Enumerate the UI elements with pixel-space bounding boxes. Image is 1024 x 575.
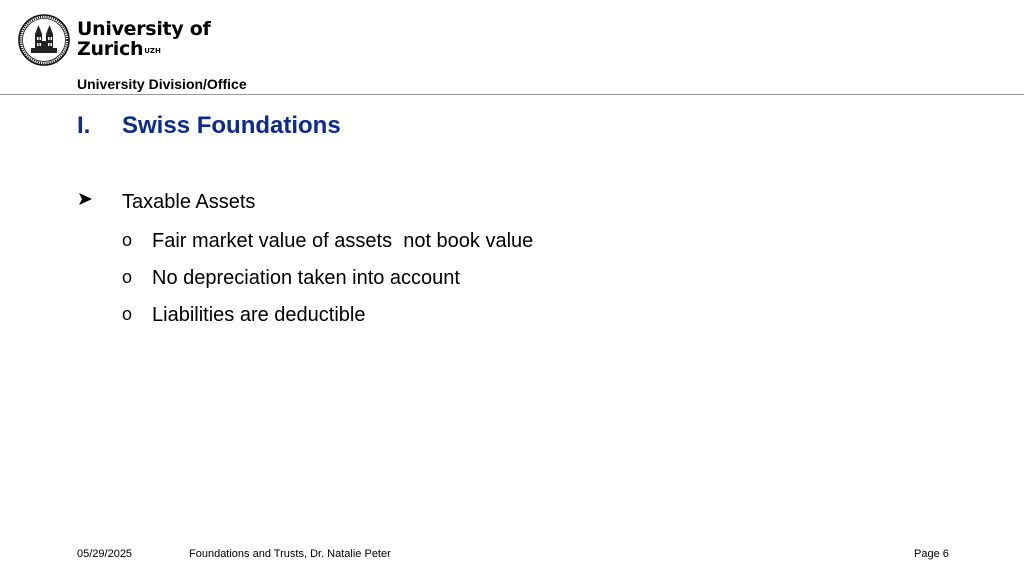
bullet-text: Taxable Assets [122,191,256,213]
footer-page-number: Page 6 [914,548,949,560]
title-number: I. [77,112,91,139]
wordmark-line1: University of [77,18,211,40]
division-label: University Division/Office [77,76,247,92]
sub-bullet-marker: o [122,267,133,287]
wordmark-superscript: UZH [144,47,161,55]
sub-bullet-text: No depreciation taken into account [152,267,460,289]
wordmark-line2 [77,39,210,59]
sub-bullet-text: Liabilities are deductible [152,304,366,326]
slide-title [77,112,341,140]
footer-presentation-title: Foundations and Trusts, Dr. Natalie Peter [189,548,391,560]
arrow-bullet-icon [78,190,94,210]
uzh-seal-logo [18,14,70,66]
university-wordmark [77,19,210,59]
title-text: Swiss Foundations [122,112,341,139]
header-divider [0,94,1024,95]
footer-date: 05/29/2025 [77,548,133,560]
wordmark-city: Zurich [77,38,144,60]
sub-bullet-marker: o [122,304,133,324]
sub-bullet-text: Fair market value of assets not book value [152,230,534,252]
sub-bullet-marker: o [122,230,133,250]
